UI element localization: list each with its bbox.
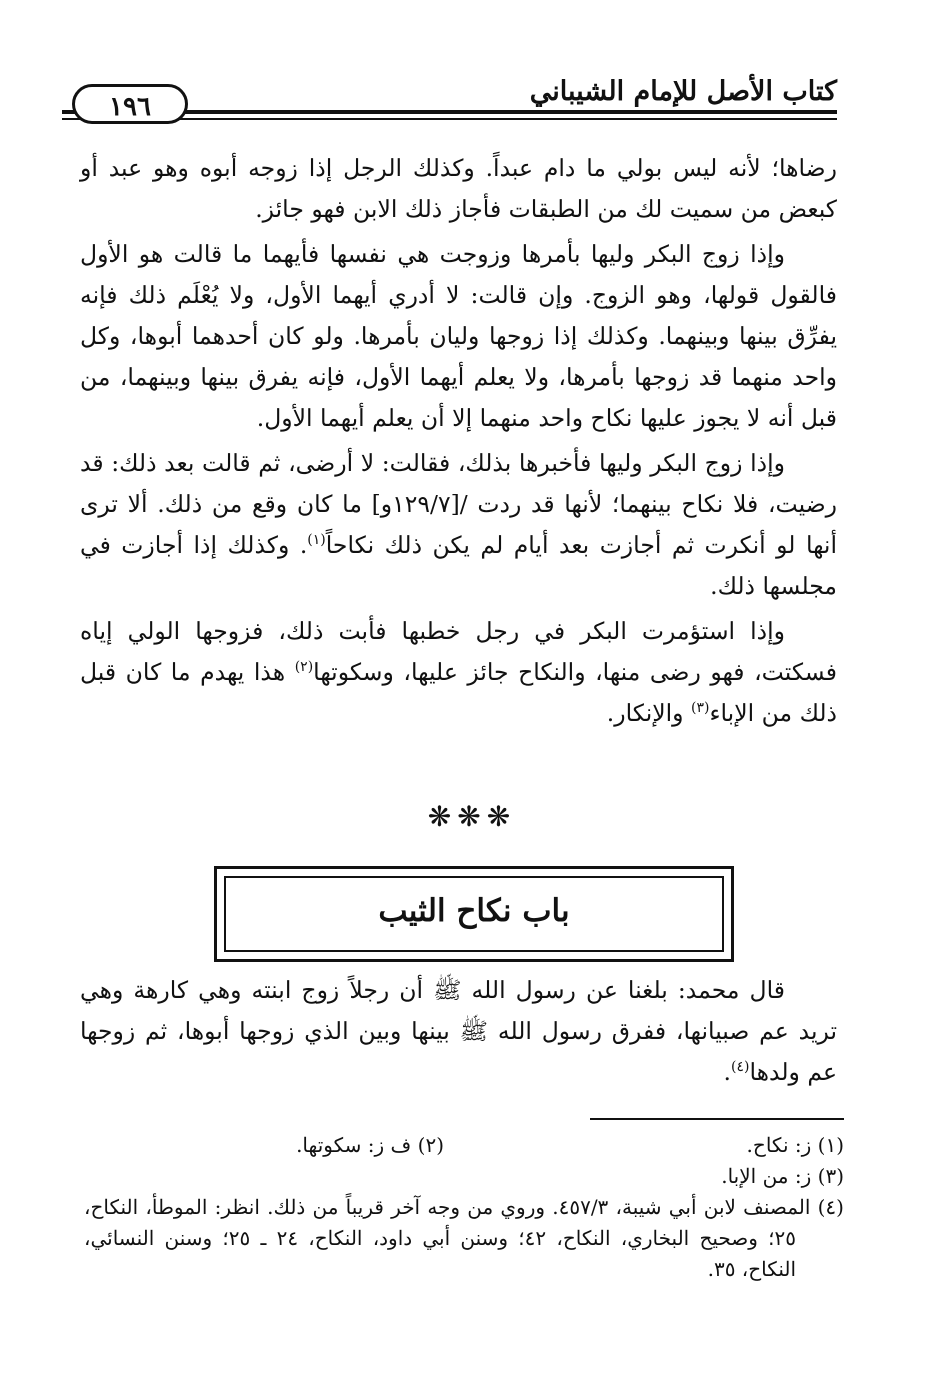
paragraph-4 xyxy=(80,611,837,734)
paragraph-2: وإذا زوج البكر وليها بأمرها وزوجت هي نفسها فأيهما ما قالت هو الأول فالقول قولها، وهو الزوج. وإن قالت: لا أدري أيهما الأول، ولا يُعْلَم ذلك فإنه يفرِّق بينها وبينهما. وكذلك إذا زوجها وليان بأمرها. ولو كان أحدهما أبوها، وكل واحد منهما قد زوجها بأمرها، ولا يعلم أيهما الأول، فإنه يفرق بينها وبينهما، من قبل أنه لا يجوز عليها نكاح واحد منهما إلا أن يعلم أيهما الأول. xyxy=(80,240,837,432)
footnote-1: (١) ز: نكاح. xyxy=(746,1133,844,1157)
footnote-ref-1: (١) xyxy=(307,532,326,549)
footnote-2: (٢) ف ز: سكوتها. xyxy=(296,1133,444,1157)
paragraph-1: رضاها؛ لأنه ليس بولي ما دام عبداً. وكذلك الرجل إذا زوجه أبوه وهو عبد أو كبعض من سميت لك من الطبقات فأجاز ذلك الابن فهو جائز. xyxy=(80,154,837,223)
paragraph-3-text: وإذا زوج البكر وليها فأخبرها بذلك، فقالت: لا أرضى، ثم قالت بعد ذلك: قد رضيت، فلا نكاح بينهما؛ لأنها قد ردت /[١٢٩/٧و] ما كان وقع من ذلك. ألا ترى أنها لو أنكرت ثم أجازت بعد أيام لم يكن ذلك نكاحاً xyxy=(80,449,838,559)
page-header xyxy=(62,70,837,130)
chapter-title: باب نكاح الثيب xyxy=(378,893,570,929)
book-title: كتاب الأصل للإمام الشيباني xyxy=(529,76,837,107)
chapter-paragraph xyxy=(80,970,837,1093)
chapter-paragraph-tail: . xyxy=(723,1058,731,1086)
paragraph-4-tail: والإنكار. xyxy=(606,699,691,727)
paragraph-3-tail: . وكذلك إذا أجازت في مجلسها ذلك. xyxy=(80,531,837,600)
chapter-text xyxy=(80,970,837,1097)
footnote-row-1 xyxy=(84,1130,844,1161)
footnote-ref-3: (٣) xyxy=(691,700,710,717)
chapter-paragraph-text: قال محمد: بلغنا عن رسول الله ﷺ أن رجلاً زوج ابنته وهي كارهة وهي تريد عم صبيانها، ففرق رسول الله ﷺ بينها وبين الذي زوجها أبوها، ثم زوجها عم ولدها xyxy=(80,976,837,1086)
section-separator-ornament: ❋❋❋ xyxy=(427,800,517,833)
footnote-divider xyxy=(590,1118,844,1120)
footnotes xyxy=(84,1130,844,1285)
footnote-ref-4: (٤) xyxy=(731,1059,750,1076)
footnote-3: (٣) ز: من الإبا. xyxy=(721,1164,844,1188)
main-text xyxy=(80,148,837,738)
paragraph-3 xyxy=(80,443,837,607)
chapter-heading-frame xyxy=(214,866,734,962)
footnote-row-2 xyxy=(84,1161,844,1192)
page-number: ١٩٦ xyxy=(72,84,188,124)
paragraph-4-text: وإذا استؤمرت البكر في رجل خطبها فأبت ذلك، فزوجها الولي إياه فسكتت، فهو رضى منها، والنكاح جائز عليها، وسكوتها xyxy=(80,617,837,686)
footnote-ref-2: (٢) xyxy=(294,659,314,676)
paragraph-4-mid: هذا يهدم ما كان قبل ذلك من الإباء xyxy=(80,658,837,727)
footnote-4: (٤) المصنف لابن أبي شيبة، ٤٥٧/٣. وروي من وجه آخر قريباً من ذلك. انظر: الموطأ، النكاح، ٢٥؛ وصحيح البخاري، النكاح، ٤٢؛ وسنن أبي داود، النكاح، ٢٤ ـ ٢٥؛ وسنن النسائي، النكاح، ٣٥. xyxy=(84,1195,844,1281)
